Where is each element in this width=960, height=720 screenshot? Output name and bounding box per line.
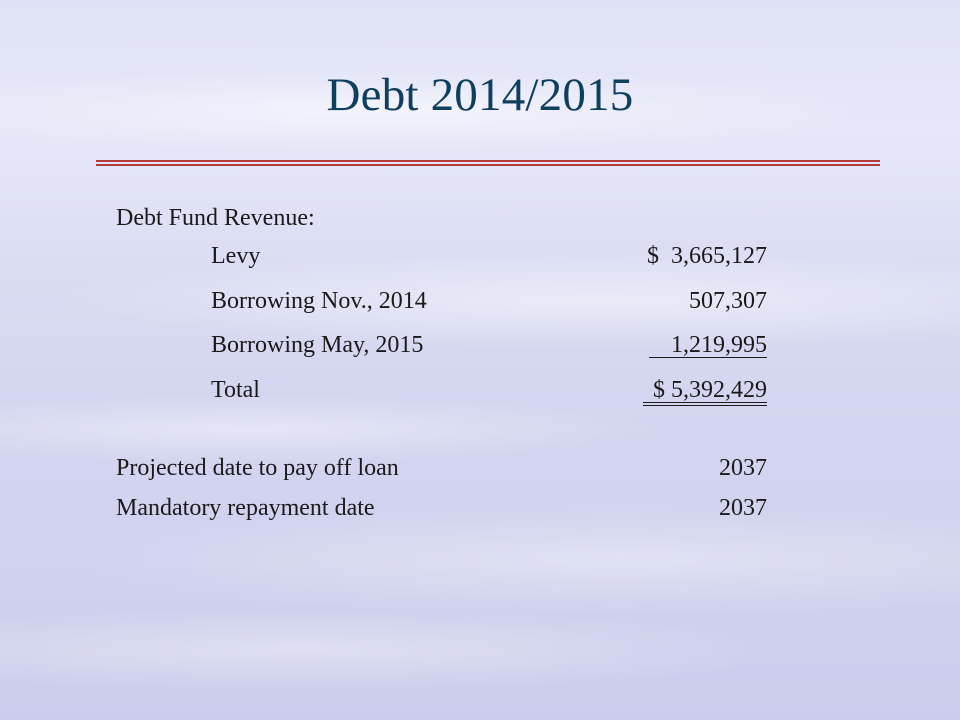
- revenue-label: Borrowing May, 2015: [211, 332, 424, 358]
- title-divider: [96, 160, 880, 167]
- date-row-projected: [116, 456, 767, 486]
- slide-title: Debt 2014/2015: [326, 69, 634, 121]
- revenue-value: 507,307: [689, 288, 767, 314]
- revenue-row-borrowing-nov: [211, 289, 767, 319]
- date-value: 2037: [719, 495, 767, 521]
- date-label: Mandatory repayment date: [116, 495, 375, 521]
- revenue-row-total: [211, 378, 767, 408]
- revenue-label: Borrowing Nov., 2014: [211, 288, 427, 314]
- divider-line-bottom: [96, 164, 880, 166]
- revenue-row-levy: [211, 244, 767, 274]
- revenue-value: $ 3,665,127: [647, 243, 767, 269]
- date-value: 2037: [719, 455, 767, 481]
- revenue-row-borrowing-may: [211, 333, 767, 363]
- divider-line-top: [96, 160, 880, 162]
- revenue-value: 1,219,995: [649, 333, 767, 358]
- date-label: Projected date to pay off loan: [116, 455, 399, 481]
- revenue-label: Levy: [211, 243, 261, 269]
- revenue-heading: Debt Fund Revenue:: [116, 205, 315, 231]
- date-row-mandatory: [116, 496, 767, 526]
- revenue-label: Total: [211, 377, 260, 403]
- revenue-total-value: $ 5,392,429: [643, 378, 767, 406]
